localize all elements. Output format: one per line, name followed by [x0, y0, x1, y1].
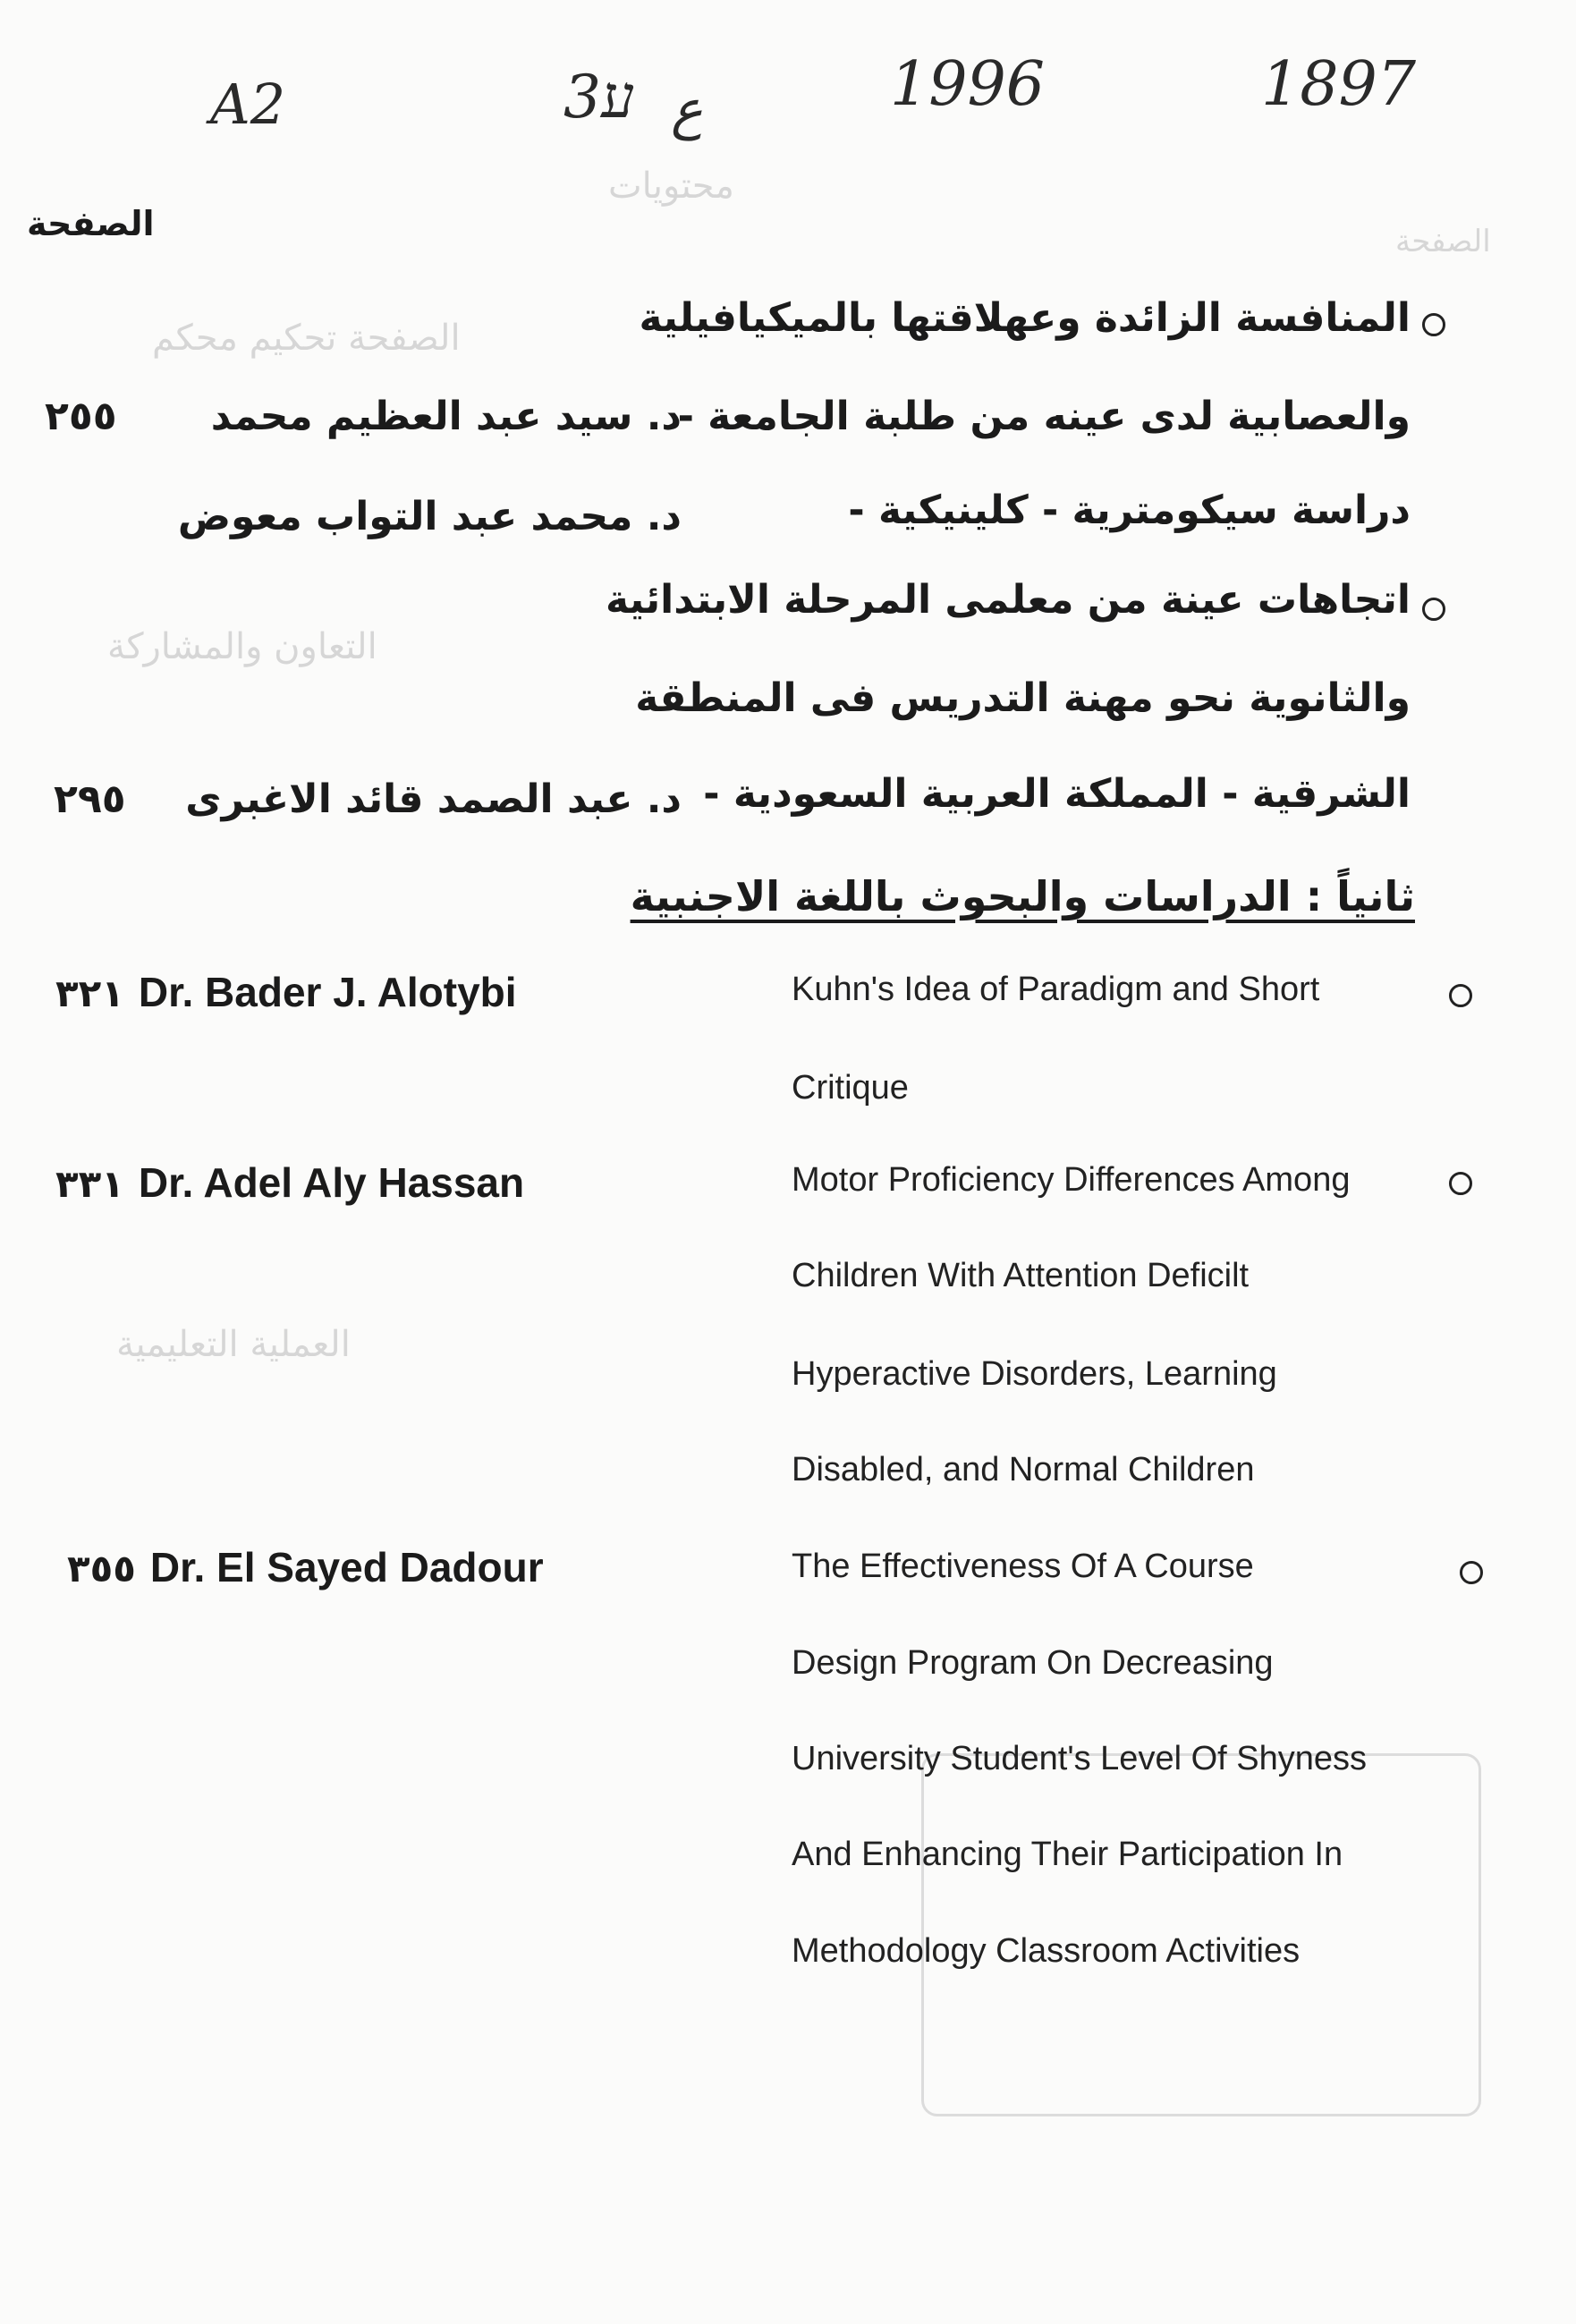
entry-title-line: Motor Proficiency Differences Among — [792, 1161, 1351, 1199]
entry-title-line: Disabled, and Normal Children — [792, 1451, 1255, 1489]
entry-title-line: Children With Attention Deficilt — [792, 1257, 1250, 1294]
entry-title-line: Design Program On Decreasing — [792, 1644, 1274, 1682]
entry-title-line: And Enhancing Their Participation In — [792, 1836, 1343, 1873]
bleed-through-text: الصفحة تحكيم محكم — [152, 318, 461, 359]
entry-title-line: Hyperactive Disorders, Learning — [792, 1355, 1277, 1393]
entry-author: Dr. Adel Aly Hassan — [138, 1159, 525, 1206]
entry-title-line: الشرقية - المملكة العربية السعودية - — [703, 771, 1411, 817]
entry-author: د. سيد عبد العظيم محمد — [210, 394, 682, 439]
bullet-icon — [1422, 313, 1445, 336]
entry-page-number: ٢٥٥ — [45, 394, 117, 439]
bleed-through-text: التعاون والمشاركة — [107, 626, 377, 667]
entry-title-line: Critique — [792, 1069, 909, 1107]
bullet-icon — [1422, 598, 1445, 621]
entry-title-line: والعصابية لدى عينه من طلبة الجامعة - — [677, 394, 1411, 439]
entry-title-line: Kuhn's Idea of Paradigm and Short — [792, 971, 1320, 1008]
entry-title-line: اتجاهات عينة من معلمى المرحلة الابتدائية — [605, 577, 1411, 623]
bleed-through-text: العملية التعليمية — [116, 1324, 351, 1365]
entry-author-line — [55, 1158, 524, 1207]
bullet-icon — [1449, 1172, 1472, 1195]
page-column-label: الصفحة — [27, 204, 155, 243]
entry-title-line: المنافسة الزائدة وعهلاقتها بالميكيافيلية — [639, 295, 1411, 341]
handwritten-mark: ע3 — [563, 63, 635, 131]
entry-author: Dr. El Sayed Dadour — [149, 1544, 544, 1590]
entry-author: Dr. Bader J. Alotybi — [138, 969, 517, 1015]
handwritten-mark: A2 — [210, 72, 286, 137]
entry-author-line — [67, 1543, 544, 1591]
handwritten-year: 1996 — [890, 49, 1046, 120]
section-heading: ثانياً : الدراسات والبحوث باللغة الاجنبية — [630, 872, 1415, 920]
bleed-through-text: محتويات — [608, 165, 734, 207]
entry-title-line: The Effectiveness Of A Course — [792, 1548, 1254, 1585]
entry-page-number: ٣٥٥ — [67, 1547, 136, 1590]
entry-page-number: ٢٩٥ — [54, 776, 126, 822]
handwritten-number: 1897 — [1261, 49, 1417, 120]
entry-author: د. عبد الصمد قائد الاغبرى — [185, 776, 682, 822]
entry-author: د. محمد عبد التواب معوض — [177, 494, 682, 539]
entry-title-line: والثانوية نحو مهنة التدريس فى المنطقة — [635, 675, 1411, 721]
entry-title-line: University Student's Level Of Shyness — [792, 1740, 1367, 1777]
entry-title-line: دراسة سيكومترية - كلينيكية - — [848, 488, 1411, 533]
entry-page-number: ٣٣١ — [55, 1162, 124, 1206]
entry-title-line: Methodology Classroom Activities — [792, 1932, 1301, 1970]
bullet-icon — [1449, 984, 1472, 1007]
handwritten-mark: ع — [671, 79, 703, 141]
entry-author-line — [55, 968, 517, 1016]
entry-page-number: ٣٢١ — [55, 971, 124, 1015]
bleed-through-text: الصفحة — [1395, 224, 1491, 259]
bullet-icon — [1460, 1561, 1483, 1584]
